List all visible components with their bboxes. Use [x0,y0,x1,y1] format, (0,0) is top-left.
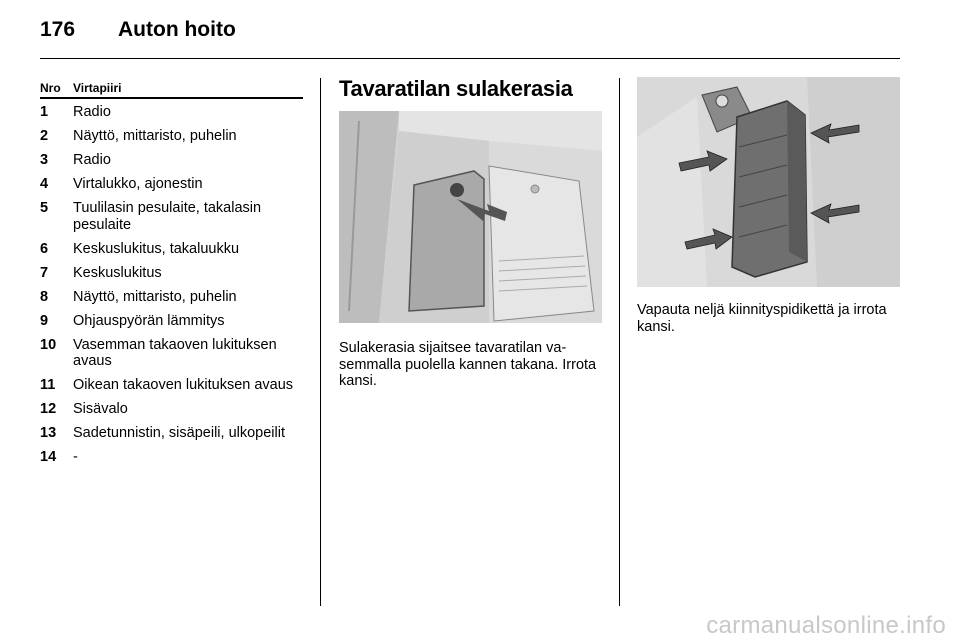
column-divider-left [320,78,321,606]
fuse-number: 6 [40,240,49,257]
fuse-table-header [40,80,303,99]
fuse-box-clips-illustration [637,77,900,287]
fuse-row [40,128,303,145]
fuse-number: 8 [40,288,49,305]
fuse-number: 1 [40,104,49,120]
fuse-number: 13 [40,425,57,441]
fuse-circuit: Oikean takaoven lukituksen avaus [73,377,294,393]
fuse-circuit: Virtalukko, ajonestin [73,176,203,192]
fuse-circuit: Näyttö, mittaristo, puhelin [73,288,237,305]
column-header-circuit: Virtapiiri [73,81,122,95]
watermark: carmanualsonline.info [706,612,946,639]
fuse-number: 4 [40,176,49,192]
fuse-row [40,289,303,306]
page-header [40,18,236,42]
fuse-number: 5 [40,200,49,216]
fuse-circuit: Ohjauspyörän lämmitys [73,312,225,329]
fuse-row [40,401,303,418]
fuse-number: 14 [40,449,57,465]
fuse-number: 3 [40,152,49,168]
fuse-circuit: Keskuslukitus, takaluukku [73,240,240,257]
fuse-number: 11 [40,377,56,393]
fuse-number: 12 [40,401,57,417]
fuse-number: 10 [40,336,57,353]
fuse-row [40,241,303,258]
fuse-circuit: Radio [73,104,111,120]
section-title: Tavaratilan sulakerasia [339,76,573,101]
fuse-row [40,152,303,169]
column-header-number: Nro [40,81,61,95]
fuse-row [40,265,303,282]
fuse-circuit: Keskuslukitus [73,264,162,281]
fuse-number: 2 [40,128,49,144]
fuse-circuit: Näyttö, mittaristo, puhelin [73,128,237,144]
fuse-circuit: Radio [73,152,111,168]
column-divider-right [619,78,620,606]
middle-paragraph: Sulakerasia sijaitsee tavaratilan vasemmalla puolella kannen takana. Irrota kansi. [339,340,597,389]
fuse-table-body [40,104,303,466]
header-rule [40,58,900,59]
fuse-row [40,313,303,330]
page-number: 176 [40,18,76,41]
fuse-circuit: Sadetunnistin, sisäpeili, ulkopeilit [73,425,285,441]
fuse-number: 9 [40,312,49,329]
fuse-row [40,337,303,370]
fuse-circuit: Tuulilasin pesulaite, takalasin pesulaite [73,200,262,233]
fuse-row [40,176,303,193]
fuse-circuit: Sisävalo [73,401,128,417]
chapter-title: Auton hoito [118,18,236,41]
fuse-row [40,425,303,442]
fuse-circuit: - [73,449,78,465]
fuse-table [40,80,303,466]
fuse-row [40,449,303,466]
trunk-fuse-box-illustration [339,111,602,323]
fuse-number: 7 [40,264,49,281]
fuse-circuit: Vasemman takaoven lukituksen avaus [73,336,277,369]
right-paragraph: Vapauta neljä kiinnityspidikettä ja irrota kansi. [637,302,887,335]
fuse-row [40,377,303,394]
fuse-row [40,104,303,121]
fuse-row [40,200,303,233]
